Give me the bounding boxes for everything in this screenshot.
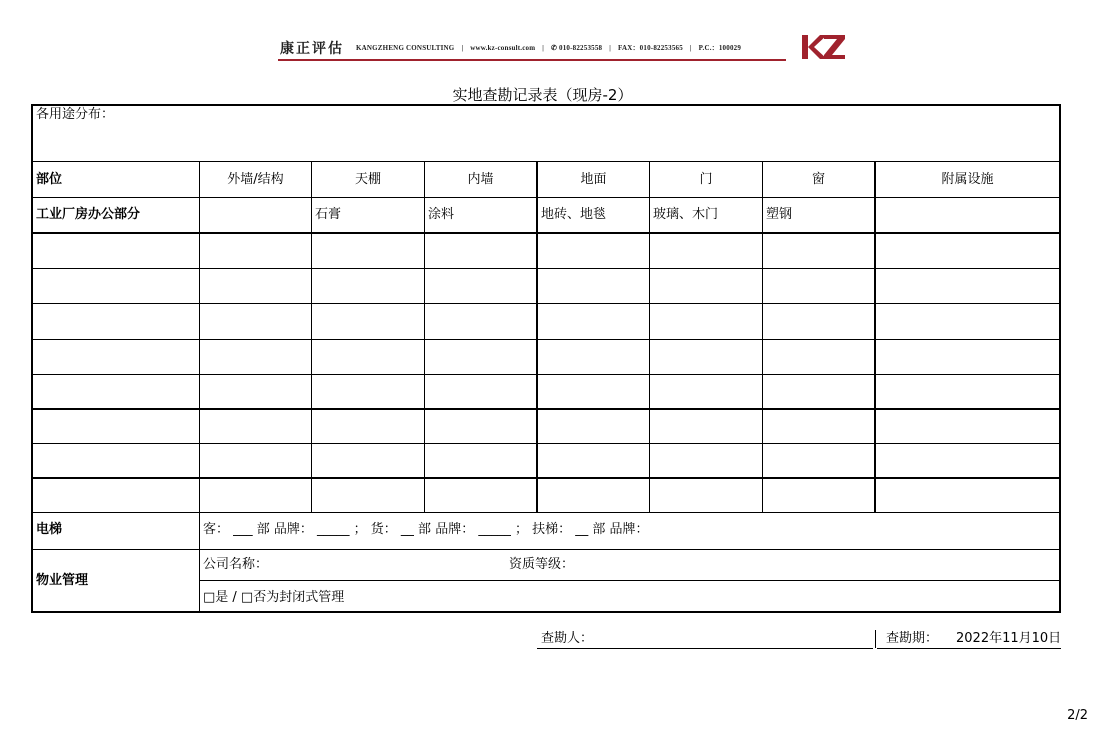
cell-floor: 地砖、地毯 (541, 207, 607, 222)
elevator-details: 客： ___ 部 品牌： _____ ； 货： __ 部 品牌： _____ ； 扶梯： __ 部 品牌： (203, 522, 649, 537)
page-number: 2/2 (1067, 708, 1088, 723)
company-name-cn: 康正评估 (280, 41, 344, 57)
header-door: 门 (699, 172, 713, 187)
logo-text: KZ (802, 34, 804, 35)
header-location: 部位 (36, 172, 63, 187)
cell-door: 玻璃、木门 (653, 207, 719, 222)
row-industrial-office: 工业厂房办公部分 (36, 207, 141, 222)
header-exterior-wall: 外墙/结构 (227, 172, 284, 187)
header-ancillary-facilities: 附属设施 (941, 172, 994, 187)
closed-management-checkbox[interactable]: □是 / □否为封闭式管理 (203, 590, 345, 605)
header-floor: 地面 (580, 172, 607, 187)
header-interior-wall: 内墙 (467, 172, 494, 187)
qualification-level-label: 资质等级： (509, 557, 575, 572)
cell-window: 塑钢 (766, 207, 793, 222)
survey-form (31, 104, 1061, 613)
cell-ceiling: 石膏 (315, 207, 342, 222)
company-contact-line: KANGZHENG CONSULTING | www.kz-consult.com | ✆ 010-82253558 | FAX：010-82253565 | P.C.：100029 (356, 44, 742, 52)
company-fax: FAX：010-82253565 (618, 44, 683, 52)
header-ceiling: 天棚 (354, 172, 381, 187)
header-window: 窗 (811, 172, 825, 187)
letterhead (278, 33, 786, 61)
elevator-label: 电梯 (36, 522, 63, 537)
usage-distribution-label: 各用途分布： (36, 107, 115, 122)
surveyor-field[interactable] (537, 630, 873, 649)
page-title: 实地查勘记录表（现房-2） (452, 86, 633, 104)
company-website: www.kz-consult.com (470, 44, 536, 52)
cell-interior-wall: 涂料 (428, 207, 455, 222)
survey-date-label: 查勘期： (886, 631, 939, 646)
company-phone: ✆ 010-82253558 (551, 44, 603, 52)
property-management-label: 物业管理 (36, 573, 89, 588)
company-postcode: P.C.：100029 (698, 44, 742, 52)
surveyor-label: 查勘人： (541, 631, 594, 646)
management-company-label: 公司名称： (203, 557, 269, 572)
kz-logo-icon (802, 34, 846, 60)
survey-date-field[interactable] (877, 630, 1061, 649)
company-name-en: KANGZHENG CONSULTING (356, 44, 455, 52)
survey-date-value: 2022年11月10日 (956, 631, 1062, 646)
